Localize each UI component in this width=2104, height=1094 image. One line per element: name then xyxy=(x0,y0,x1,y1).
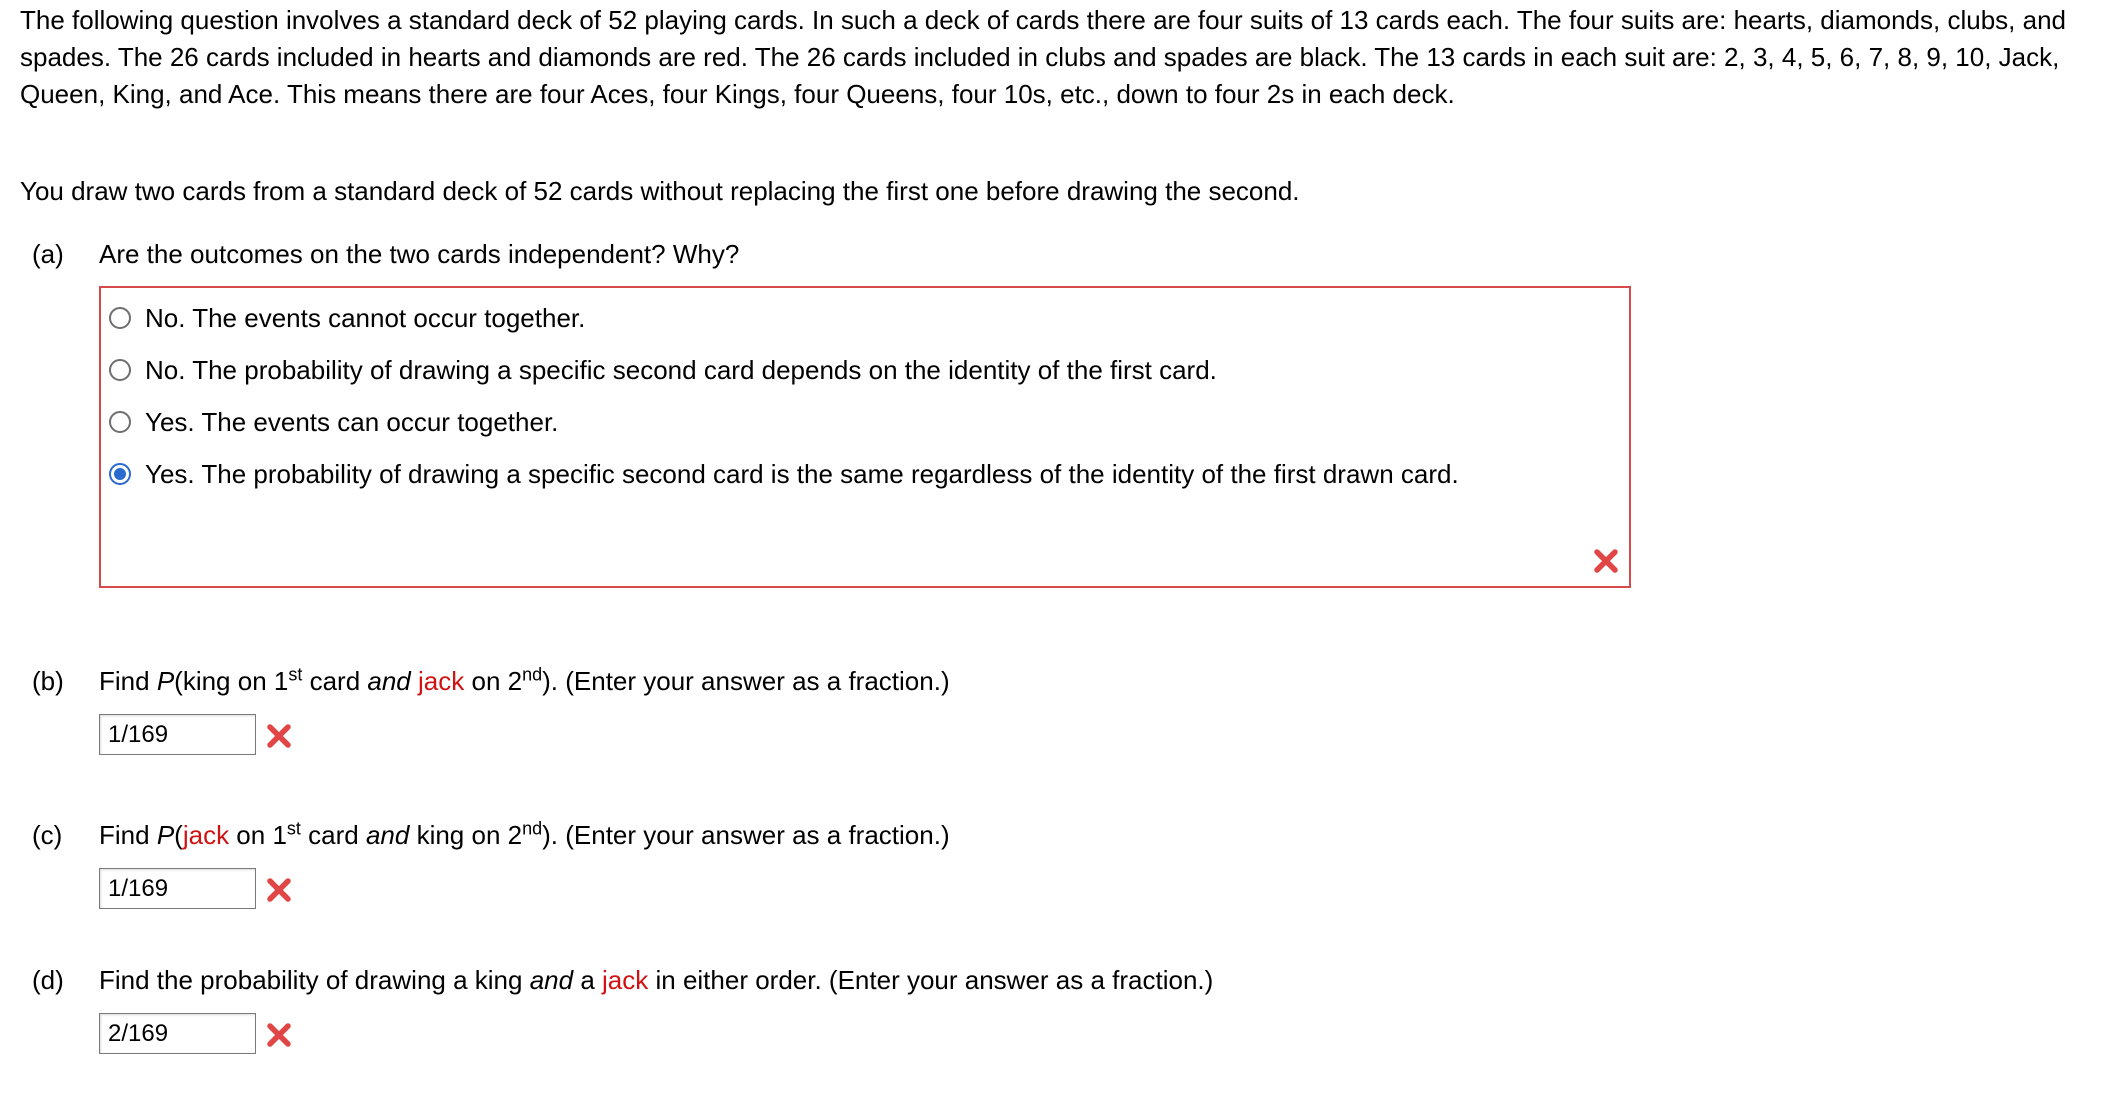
problem-setup: You draw two cards from a standard deck of 52 cards without replacing the first one before drawing the second. xyxy=(20,176,1300,206)
part-a-option-3[interactable] xyxy=(109,404,1585,441)
x-mark-icon xyxy=(265,876,293,904)
part-a-choices xyxy=(99,286,1631,588)
part-d-question: Find the probability of drawing a king and a jack in either order. (Enter your answer as a fraction.) xyxy=(99,965,1214,995)
part-d-label: (d) xyxy=(32,965,64,995)
x-mark-icon xyxy=(265,722,293,750)
part-c-label: (c) xyxy=(32,820,63,850)
part-b-question: Find P(king on 1st card and jack on 2nd). (Enter your answer as a fraction.) xyxy=(99,664,950,696)
part-a-option-1[interactable] xyxy=(109,300,1585,337)
part-a-option-2[interactable] xyxy=(109,352,1585,389)
radio-button-selected[interactable] xyxy=(109,463,131,485)
x-mark-icon xyxy=(1592,547,1620,575)
option-label: No. The probability of drawing a specific second card depends on the identity of the first card. xyxy=(145,355,1217,385)
radio-button[interactable] xyxy=(109,307,131,329)
option-label: Yes. The probability of drawing a specific second card is the same regardless of the identity of the first drawn card. xyxy=(145,459,1459,489)
option-label: No. The events cannot occur together. xyxy=(145,303,586,333)
x-mark-icon xyxy=(265,1021,293,1049)
part-b-label: (b) xyxy=(32,666,64,696)
part-a-option-4[interactable] xyxy=(109,456,1625,493)
part-d-answer-input[interactable] xyxy=(99,1013,256,1054)
radio-button[interactable] xyxy=(109,359,131,381)
part-c-answer-input[interactable] xyxy=(99,868,256,909)
part-b-answer-input[interactable] xyxy=(99,714,256,755)
radio-button[interactable] xyxy=(109,411,131,433)
problem-intro: The following question involves a standard deck of 52 playing cards. In such a deck of cards there are four suits of 13 cards each. The four suits are: hearts, diamonds, clubs, and spades. The 26 cards included in hearts and diamonds are red. The 26 cards included in clubs and spades are black. The 13 cards in each suit are: 2, 3, 4, 5, 6, 7, 8, 9, 10, Jack, Queen, King, and Ace. This means there are four Aces, four Kings, four Queens, four 10s, etc., down to four 2s in each deck. xyxy=(20,5,2066,109)
option-label: Yes. The events can occur together. xyxy=(145,407,559,437)
part-a-label: (a) xyxy=(32,239,64,269)
part-c-question: Find P(jack on 1st card and king on 2nd). (Enter your answer as a fraction.) xyxy=(99,818,950,850)
part-a-question: Are the outcomes on the two cards independent? Why? xyxy=(99,239,740,269)
